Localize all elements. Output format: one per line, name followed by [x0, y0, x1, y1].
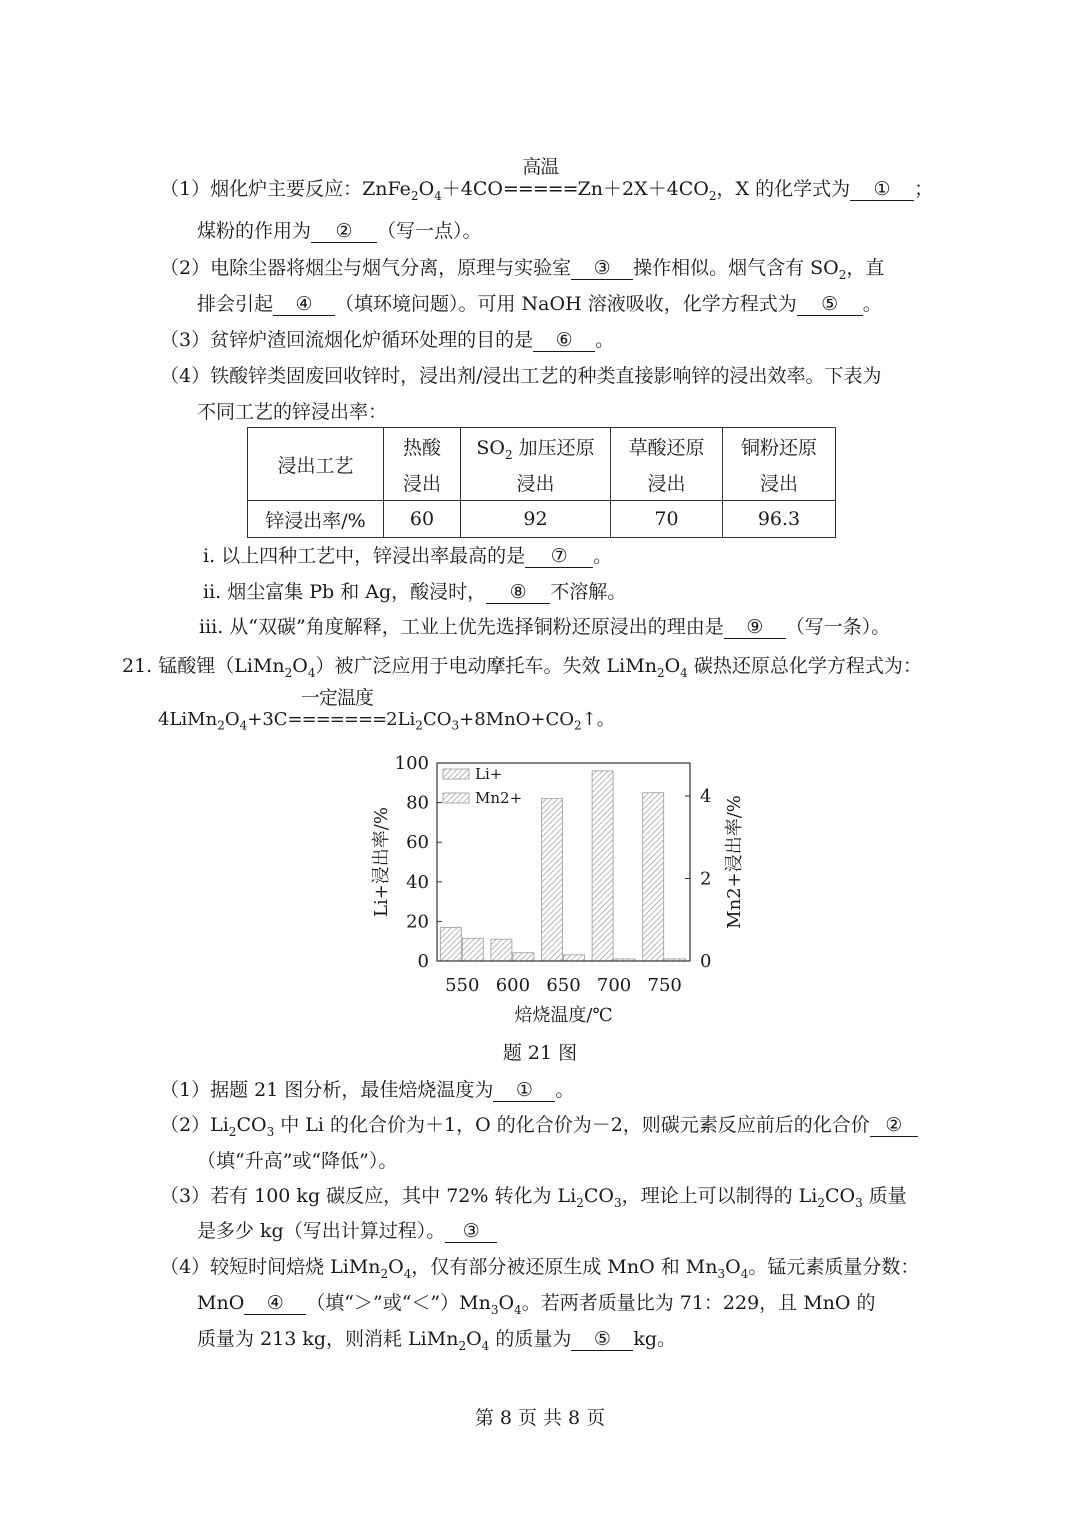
q21-part3-line1: （3）若有 100 kg 碳反应，其中 72% 转化为 $Li_2CO_3$，理论上可以制得的 $Li_2CO_3$ 质量 — [160, 1185, 907, 1210]
reaction-condition: 高温 ===== — [502, 156, 578, 200]
chart-caption: 题 21 图 — [502, 1042, 578, 1064]
x-axis-label: 焙烧温度/℃ — [514, 1005, 613, 1026]
table-header-cell: 浸出 — [723, 464, 836, 501]
leaching-rate-chart — [0, 745, 1080, 1045]
table-header-cell: 热酸 — [384, 428, 461, 465]
table-header-cell: $SO_2$ 加压还原 — [461, 428, 611, 465]
q21-intro: 21. 锰酸锂$(LiMn_2O_4)$被广泛应用于电动摩托车。失效 $LiMn_2O_4$ 碳热还原总化学方程式为： — [122, 655, 922, 680]
x-tick-label: 700 — [596, 975, 632, 996]
answer-blank-9[interactable]: ⑨ — [724, 616, 786, 639]
bar-mn — [462, 938, 483, 961]
q20-part1-line2: 煤粉的作用为 ② （写一点）。 — [197, 220, 482, 242]
q21-part2-line2: （填“升高”或“降低”）。 — [197, 1150, 398, 1172]
table-row-label: 锌浸出率/% — [248, 501, 384, 538]
reaction-condition: 一定温度 ======= — [287, 687, 387, 730]
bar-mn — [513, 953, 534, 961]
q20-sub-i: ⅰ. 以上四种工艺中，锌浸出率最高的是 ⑦ 。 — [203, 545, 613, 567]
q20-part1-line1: （1）烟化炉主要反应：$ZnFe_2O_4+4CO$ 高温 $=====Zn+2X+4CO_2$，X 的化学式为 ① ； — [160, 156, 934, 203]
answer-blank-5[interactable]: ⑤ — [797, 293, 863, 316]
table-header-cell: 浸出 — [461, 464, 611, 501]
q21-part4-line2: MnO ④ （填“＞”或“$<”)Mn_3O_4$。若两者质量比为 71：229，且 MnO 的 — [197, 1292, 876, 1317]
y-tick-label: 100 — [394, 753, 429, 774]
answer-blank-8[interactable]: ⑧ — [486, 581, 550, 604]
q21-equation: $4LiMn_2O_4+3C$ 一定温度 $=======2Li_2CO_3+8MnO+CO_2↑$。 — [158, 687, 615, 733]
q20-part4-line1: （4）铁酸锌类固废回收锌时，浸出剂/浸出工艺的种类直接影响锌的浸出效率。下表为 — [160, 365, 882, 387]
y-tick-label: 80 — [406, 792, 429, 814]
answer-blank-3[interactable]: ③ — [445, 1220, 497, 1243]
answer-blank-6[interactable]: ⑥ — [533, 329, 595, 352]
table-cell: 92 — [461, 501, 611, 538]
bar-li — [491, 939, 512, 961]
q20-part4-line2: 不同工艺的锌浸出率： — [197, 401, 388, 423]
q20-sub-ii: ⅱ. 烟尘富集 Pb 和 Ag，酸浸时， ⑧ 不溶解。 — [203, 581, 627, 603]
page-footer: 第 8 页 共 8 页 — [474, 1407, 606, 1429]
x-tick-label: 600 — [495, 975, 531, 996]
q21-part2-line1: $(2)Li_2CO_3$ 中 Li 的化合价为＋1，O 的化合价为－2，则碳元素反应前后的化合价 ② — [160, 1113, 918, 1137]
q20-part2-line2: 排会引起 ④ （填环境问题）。可用 NaOH 溶液吸收，化学方程式为 ⑤ 。 — [197, 293, 882, 315]
answer-blank-3[interactable]: ③ — [571, 257, 633, 280]
bar-li — [643, 793, 664, 961]
answer-blank-5[interactable]: ⑤ — [571, 1328, 633, 1351]
x-tick-label: 750 — [647, 975, 682, 996]
q21-part4-line1: （4）较短时间焙烧 $LiMn_2O_4$，仅有部分被还原生成 MnO 和 $Mn_3O_4$。锰元素质量分数： — [160, 1256, 920, 1281]
table-header-cell: 浸出 — [611, 464, 723, 501]
y-tick-label: 40 — [406, 871, 429, 893]
answer-blank-7[interactable]: ⑦ — [525, 545, 593, 568]
table-header-cell: 浸出 — [384, 464, 461, 501]
y2-tick-label: 0 — [700, 951, 712, 972]
table-cell: 96.3 — [723, 501, 836, 538]
q20-part3: （3）贫锌炉渣回流烟化炉循环处理的目的是 ⑥ 。 — [160, 329, 615, 351]
q20-sub-iii: ⅲ. 从“双碳”角度解释，工业上优先选择铜粉还原浸出的理由是 ⑨ （写一条）。 — [199, 616, 891, 638]
y-axis-label: Li+浸出率/% — [371, 807, 392, 917]
y2-tick-label: 4 — [700, 786, 712, 807]
answer-blank-4[interactable]: ④ — [273, 293, 335, 316]
bar-li — [440, 927, 461, 961]
answer-blank-2[interactable]: ② — [311, 220, 377, 243]
q21-part4-line3: 质量为 213 kg，则消耗 $LiMn_2O_4$ 的质量为 ⑤ kg。 — [197, 1328, 677, 1353]
y-tick-label: 0 — [417, 951, 429, 972]
bar-mn — [564, 955, 585, 961]
answer-blank-4[interactable]: ④ — [244, 1292, 306, 1315]
x-tick-label: 550 — [445, 975, 480, 996]
x-tick-label: 650 — [546, 975, 581, 996]
bar-li — [592, 771, 613, 961]
table-header-cell: 铜粉还原 — [723, 428, 836, 465]
y2-tick-label: 2 — [700, 868, 712, 890]
answer-blank-1[interactable]: ① — [850, 178, 914, 201]
answer-blank-2[interactable]: ② — [870, 1114, 918, 1137]
legend-label: Li+ — [475, 765, 503, 783]
table-cell: 60 — [384, 501, 461, 538]
bar-li — [542, 799, 563, 961]
legend-swatch — [443, 793, 469, 803]
table-cell: 70 — [611, 501, 723, 538]
legend-label: Mn2+ — [475, 789, 523, 807]
zinc-leaching-table — [247, 427, 836, 538]
table-header-cell: 草酸还原 — [611, 428, 723, 465]
q21-part1: （1）据题 21 图分析，最佳焙烧温度为 ① 。 — [160, 1079, 575, 1101]
y2-axis-label: Mn2+浸出率/% — [724, 795, 745, 929]
answer-blank-1[interactable]: ① — [493, 1079, 555, 1102]
q21-part3-line2: 是多少 kg（写出计算过程）。 ③ — [197, 1219, 497, 1243]
y-tick-label: 60 — [406, 832, 429, 854]
y-tick-label: 20 — [406, 911, 429, 933]
legend-swatch — [443, 769, 469, 779]
table-header-label: 浸出工艺 — [248, 428, 384, 501]
q20-part2-line1: （2）电除尘器将烟尘与烟气分离，原理与实验室 ③ 操作相似。烟气含有 $SO_2$，直 — [160, 257, 885, 282]
